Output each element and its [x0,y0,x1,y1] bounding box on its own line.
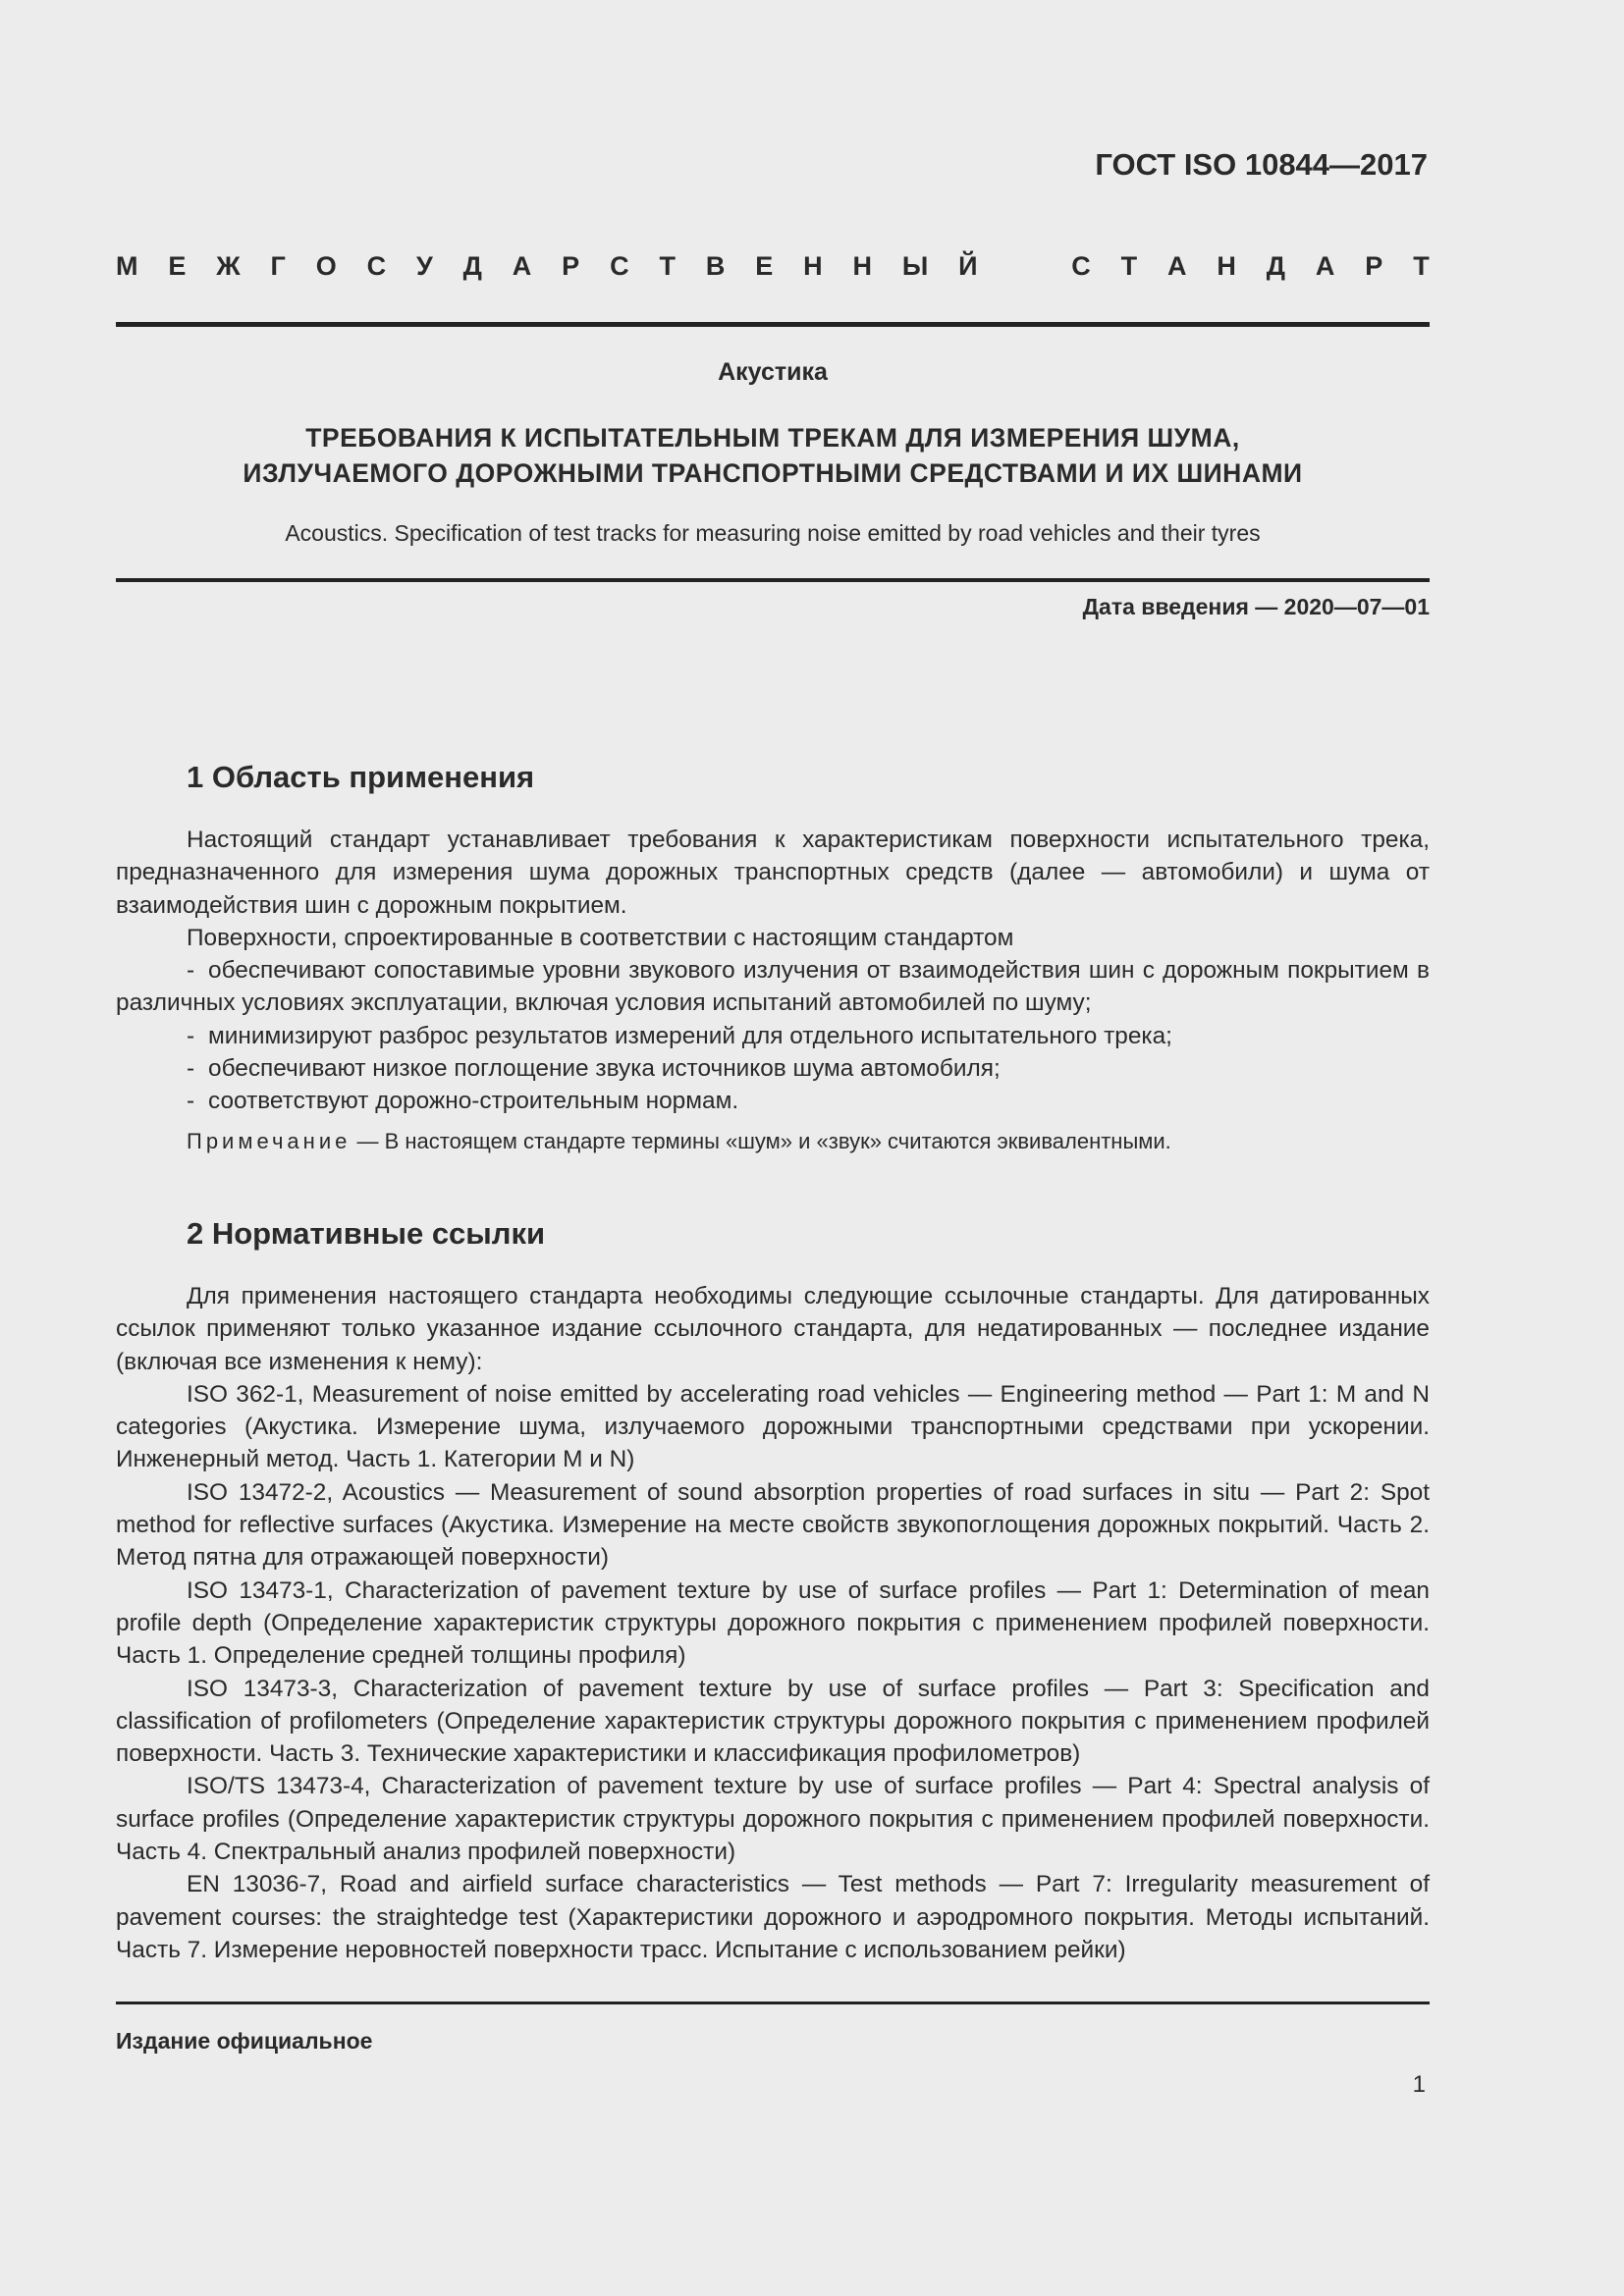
document-title [116,420,1430,491]
banner-letter: О [315,251,337,281]
paragraph: Настоящий стандарт устанавливает требования к характеристикам поверхности испытательного трека, предназначенного для измерения шума дорожных транспортных средств (далее — автомобили) и шума от взаимодействия шин с дорожным покрытием. [116,827,1430,919]
subject-heading: Акустика [718,358,828,386]
reference-item: ISO 13473-1, Characterization of pavement texture by use of surface profiles — Part 1: Determination of mean profile depth (Определение характеристик структуры дорожного покрытия с применением профилей поверхности. Часть 1. Определение средней толщины профиля) [116,1576,1430,1670]
reference-item: ISO/TS 13473-4, Characterization of pavement texture by use of surface profiles — Part 4: Spectral analysis of surface profiles (Определение характеристик структуры дорожного покрытия с применением профилей поверхности. Часть 4. Спектральный анализ профилей поверхности) [116,1773,1430,1866]
banner-letter: М [116,251,138,281]
reference-list [116,1378,1430,1966]
bullet-item [116,954,1430,1020]
banner-letter: Ы [901,251,929,281]
bullet-text: обеспечивают низкое поглощение звука источников шума автомобиля; [208,1055,1001,1083]
title-line-2: ИЗЛУЧАЕМОГО ДОРОЖНЫМИ ТРАНСПОРТНЫМИ СРЕДСТВАМИ И ИХ ШИНАМИ [243,458,1303,488]
bullet-dash: - [187,1022,195,1049]
note [116,1127,1430,1156]
reference-item: ISO 13472-2, Acoustics — Measurement of sound absorption properties of road surfaces in situ — Part 2: Spot method for reflective surfaces (Акустика. Измерение на месте свойств звукопоглощения дорожных покрытий. Часть 2. Метод пятна для отражающей поверхности) [116,1478,1430,1572]
bullet-item [116,1085,1430,1117]
section-heading: 1 Область применения [187,760,535,794]
note-label: Примечание [187,1128,352,1153]
banner-letter: Е [168,251,187,281]
reference-item: ISO 13473-3, Characterization of pavement texture by use of surface profiles — Part 3: Specification and classification of profilometers (Определение характеристик структуры дорожного покрытия с применением профилей поверхности. Часть 3. Технические характеристики и классификация профилометров) [116,1675,1430,1768]
top-rule [116,322,1430,327]
banner-letter: Н [852,251,872,281]
bullet-item [116,1020,1430,1052]
banner-letter: Р [1365,251,1383,281]
banner-letter: Н [1217,251,1236,281]
official-edition-label: Издание официальное [116,2028,373,2054]
banner-letter: Г [270,251,286,281]
banner-gap [1007,251,1041,282]
banner-letter: А [1315,251,1335,281]
banner-letter: Т [659,251,676,281]
bullet-dash: - [187,1088,195,1115]
bullet-dash: - [187,1055,195,1083]
title-bottom-rule [116,578,1430,582]
banner-letter: Т [1120,251,1138,281]
section-normative-references [116,1216,1430,1966]
standard-number: ГОСТ ISO 10844—2017 [1095,147,1428,182]
bullet-text: соответствуют дорожно-строительным нормам. [208,1088,739,1115]
banner-letter: Е [755,251,774,281]
bullet-dash: - [187,957,195,985]
section-scope [116,760,1430,1156]
reference-item: EN 13036-7, Road and airfield surface characteristics — Test methods — Part 7: Irregularity measurement of pavement courses: the straightedge test (Характеристики дорожного и аэродромного покрытия. Методы испытаний. Часть 7. Измерение неровностей поверхности трасс. Испытание с использованием рейки) [116,1871,1430,1963]
banner-letter: С [366,251,387,281]
english-title: Acoustics. Specification of test tracks for measuring noise emitted by road vehicles and their tyres [285,520,1261,546]
banner-letter: Р [562,251,580,281]
banner-letter: Д [462,251,482,281]
title-line-1: ТРЕБОВАНИЯ К ИСПЫТАТЕЛЬНЫМ ТРЕКАМ ДЛЯ ИЗМЕРЕНИЯ ШУМА, [305,423,1240,453]
note-text: — В настоящем стандарте термины «шум» и «звук» считаются эквивалентными. [351,1128,1171,1153]
banner-letter: Д [1266,251,1286,281]
bullet-text: обеспечивают сопоставимые уровни звукового излучения от взаимодействия шин с дорожным покрытием в различных условиях эксплуатации, включая условия испытаний автомобилей по шуму; [116,957,1430,1017]
section-heading: 2 Нормативные ссылки [187,1216,546,1251]
standard-kind-banner [116,251,1430,282]
banner-letter: Ж [216,251,241,281]
banner-letter: У [416,251,433,281]
bullet-list [116,954,1430,1117]
bullet-item [116,1052,1430,1085]
footer-rule [116,2002,1430,2004]
bullet-text: минимизируют разброс результатов измерений для отдельного испытательного трека; [208,1022,1172,1049]
banner-letter: Й [958,251,978,281]
banner-letter: А [1167,251,1187,281]
banner-letter: С [1071,251,1091,281]
reference-item: ISO 362-1, Measurement of noise emitted by accelerating road vehicles — Engineering method — Part 1: M and N categories (Акустика. Измерение шума, излучаемого дорожными транспортными средствами при ускорении. Инженерный метод. Часть 1. Категории M и N) [116,1380,1430,1473]
banner-letter: Т [1413,251,1430,281]
paragraph: Поверхности, спроектированные в соответствии с настоящим стандартом [187,924,1014,951]
banner-letter: В [705,251,726,281]
banner-letter: Н [803,251,823,281]
introduction-date: Дата введения — 2020—07—01 [1082,594,1430,619]
paragraph: Для применения настоящего стандарта необходимы следующие ссылочные стандарты. Для датированных ссылок применяют только указанное издание ссылочного стандарта, для недатированных — последнее издание (включая все изменения к нему): [116,1283,1430,1375]
banner-letter: С [610,251,629,281]
banner-letter: А [512,251,532,281]
page-number: 1 [1412,2071,1426,2098]
